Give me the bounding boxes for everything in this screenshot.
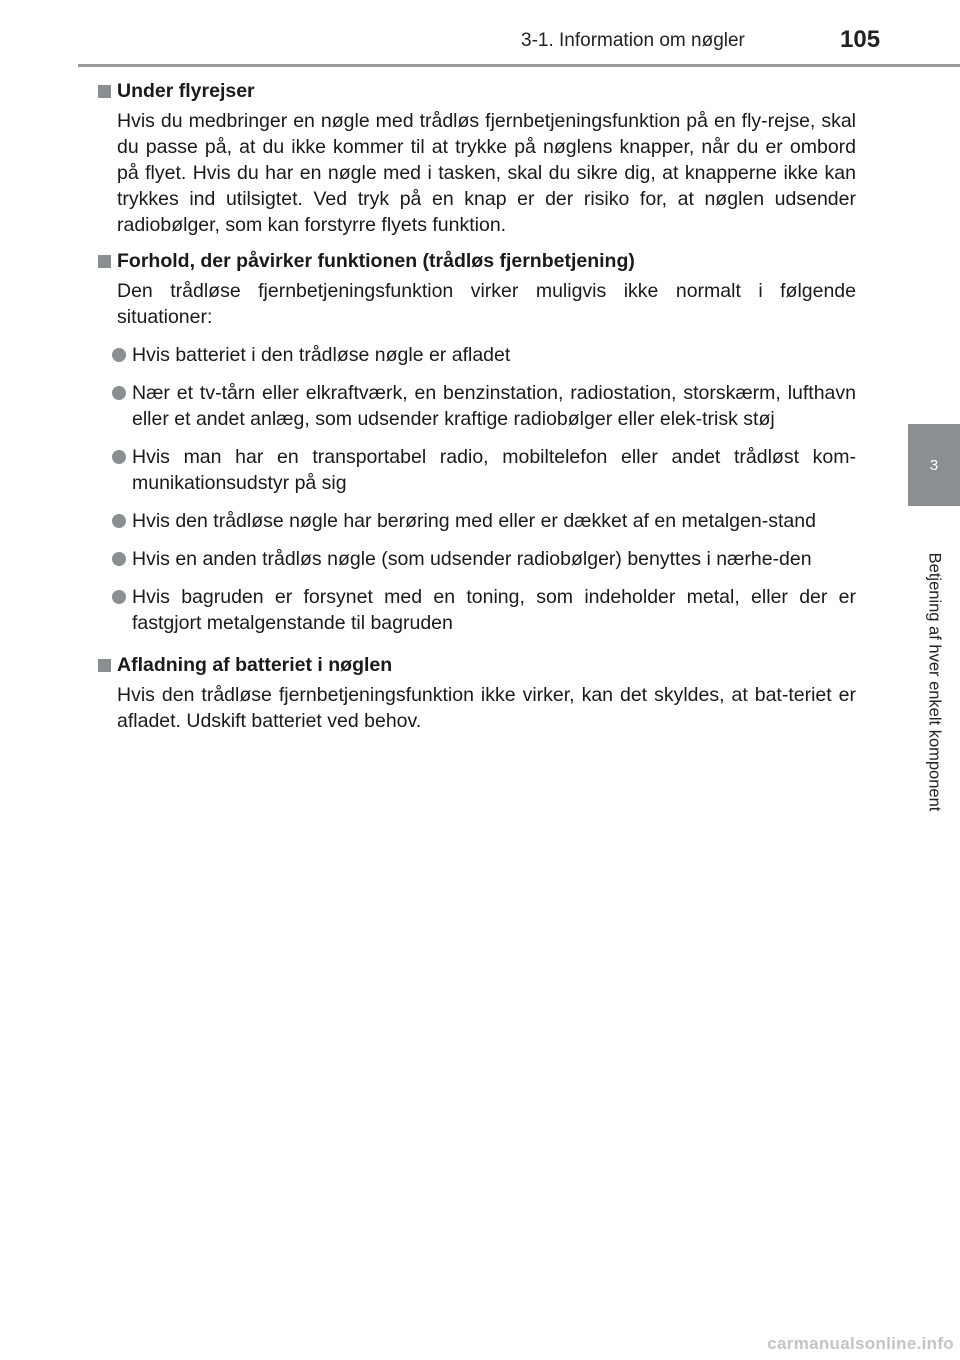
- list-item: [98, 444, 856, 496]
- square-bullet-icon: [98, 85, 111, 98]
- circle-bullet-icon: [112, 590, 126, 604]
- section-flights: [98, 78, 856, 238]
- section-paragraph: Hvis den trådløse fjernbetjeningsfunktion ikke virker, kan det skyldes, at bat-teriet er afladet. Udskift batteriet ved behov.: [117, 684, 856, 732]
- section-paragraph: Den trådløse fjernbetjeningsfunktion virker muligvis ikke normalt i følgende situationer:: [117, 280, 856, 328]
- circle-bullet-icon: [112, 348, 126, 362]
- square-bullet-icon: [98, 659, 111, 672]
- chapter-number: 3: [929, 456, 939, 474]
- section-conditions: [98, 248, 856, 636]
- circle-bullet-icon: [112, 552, 126, 566]
- section-heading: [98, 652, 856, 678]
- list-item: [98, 380, 856, 432]
- heading-text: Forhold, der påvirker funktionen (trådløs fjernbetjening): [117, 250, 635, 272]
- circle-bullet-icon: [112, 386, 126, 400]
- watermark[interactable]: carmanualsonline.info: [767, 1334, 954, 1353]
- list-item: [98, 546, 856, 572]
- page-header: [0, 0, 960, 66]
- list-item-text: Hvis batteriet i den trådløse nøgle er afladet: [132, 344, 511, 366]
- circle-bullet-icon: [112, 514, 126, 528]
- section-paragraph: Hvis du medbringer en nøgle med trådløs fjernbetjeningsfunktion på en fly-rejse, skal du passe på, at du ikke kommer til at trykke på nøglens knapper, når du er ombord på flyet. Hvis du har en nøgle med i tasken, skal du sikre dig, at knapperne ikke kan trykkes ind utilsigtet. Ved tryk på en knap er der risiko for, at nøglen udsender radiobølger, som kan forstyrre flyets funktion.: [117, 110, 856, 236]
- list-item-text: Hvis en anden trådløs nøgle (som udsender radiobølger) benyttes i nærhe-den: [132, 548, 812, 570]
- heading-text: Under flyrejser: [117, 80, 255, 102]
- list-item-text: Hvis bagruden er forsynet med en toning, som indeholder metal, eller der er fastgjort metalgenstande til bagruden: [132, 586, 856, 634]
- list-item-text: Hvis den trådløse nøgle har berøring med eller er dækket af en metalgen-stand: [132, 510, 816, 532]
- bullet-list: [98, 342, 856, 636]
- section-battery: [98, 652, 856, 734]
- section-heading: [98, 248, 856, 274]
- square-bullet-icon: [98, 255, 111, 268]
- heading-text: Afladning af batteriet i nøglen: [117, 654, 393, 676]
- chapter-label: Betjening af hver enkelt komponent: [925, 552, 944, 812]
- main-content: [98, 78, 856, 744]
- page-number: 105: [840, 26, 881, 53]
- list-item: [98, 342, 856, 368]
- section-heading: [98, 78, 856, 104]
- list-item: [98, 584, 856, 636]
- circle-bullet-icon: [112, 450, 126, 464]
- list-item-text: Hvis man har en transportabel radio, mobiltelefon eller andet trådløst kom-munikationsudstyr på sig: [132, 446, 856, 494]
- chapter-tab: [908, 424, 960, 506]
- list-item-text: Nær et tv-tårn eller elkraftværk, en benzinstation, radiostation, storskærm, lufthavn eller et andet anlæg, som udsender kraftige radiobølger eller elek-trisk støj: [132, 382, 856, 430]
- header-divider: [78, 64, 960, 67]
- section-title: 3-1. Information om nøgler: [521, 30, 745, 51]
- list-item: [98, 508, 856, 534]
